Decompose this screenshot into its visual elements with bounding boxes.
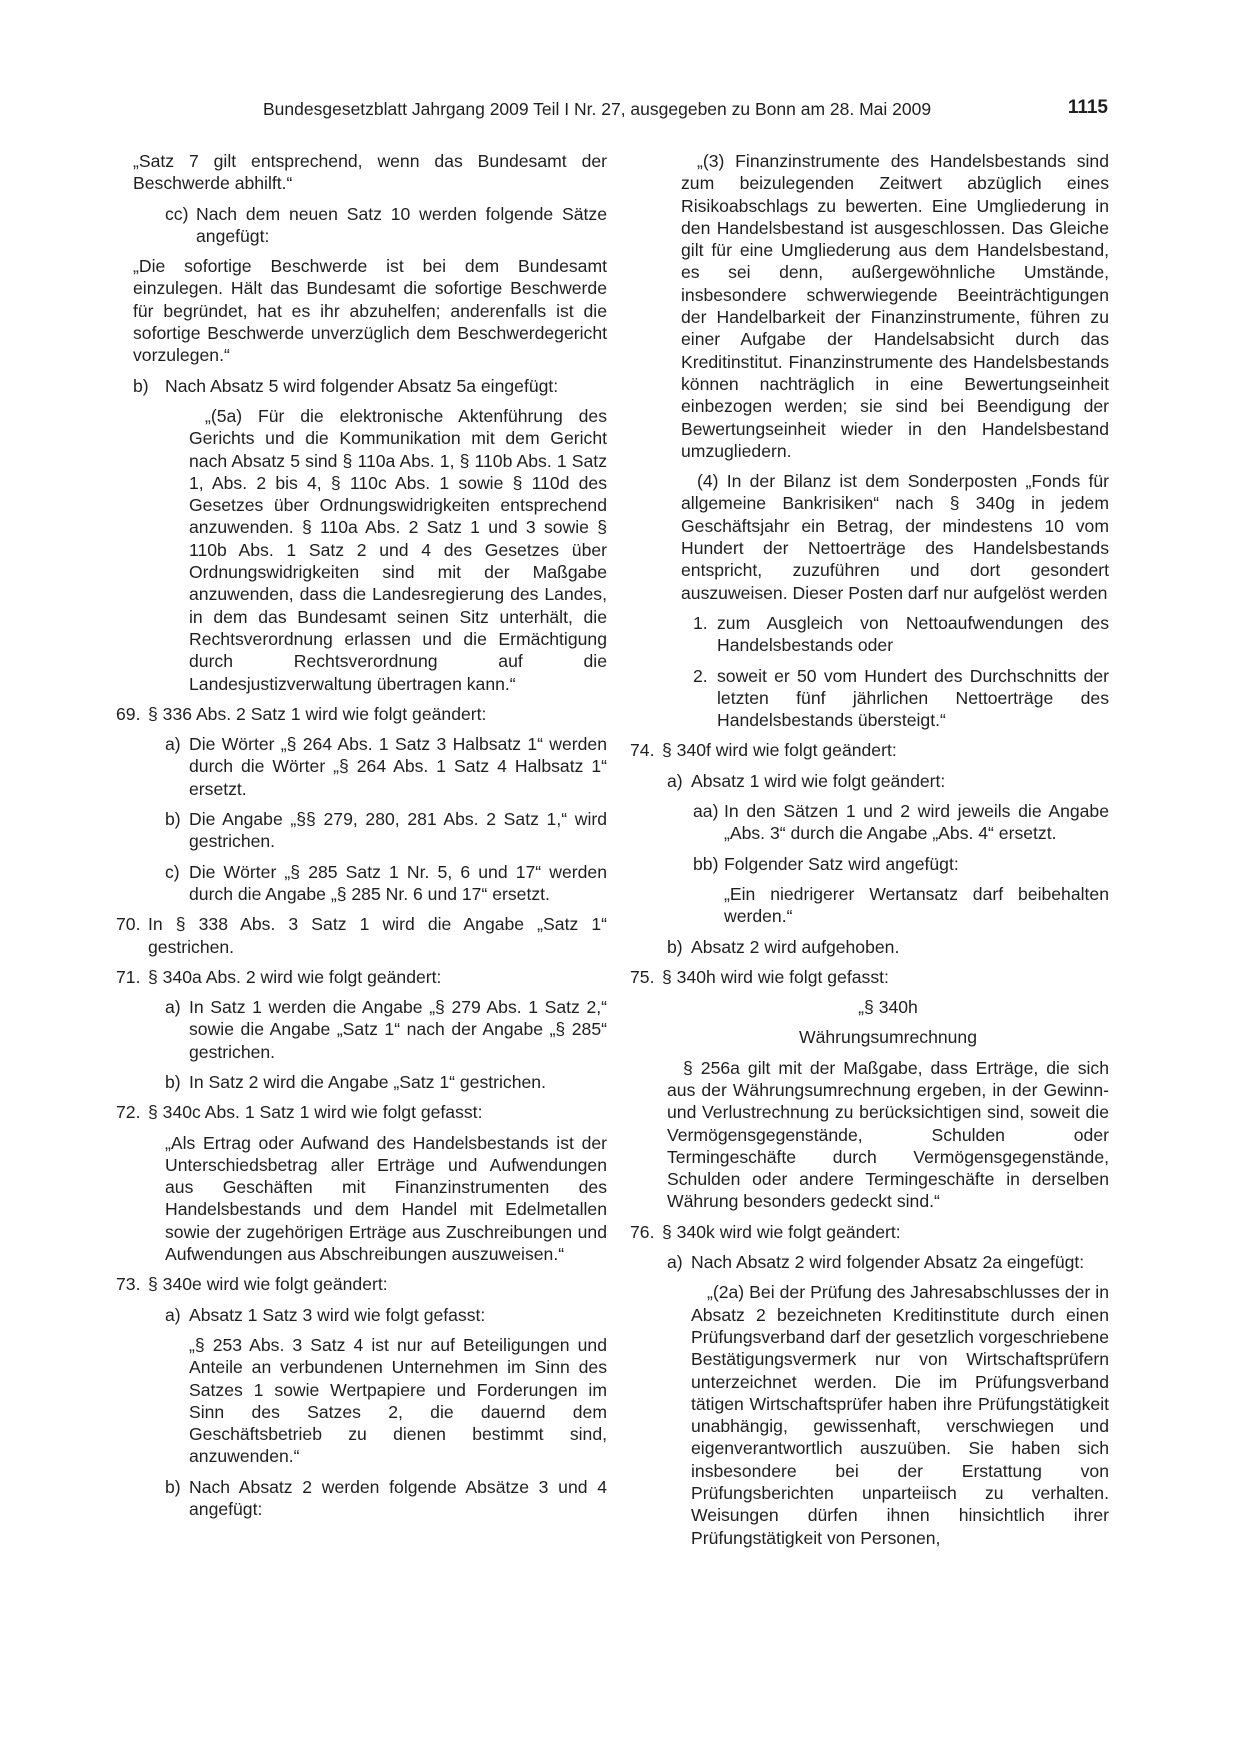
item-text: In Satz 2 wird die Angabe „Satz 1“ gestrichen. <box>189 1071 546 1092</box>
item-label: a) <box>667 1252 683 1273</box>
list-item-70 <box>116 913 607 958</box>
item-text: In § 338 Abs. 3 Satz 1 wird die Angabe „Satz 1“ gestrichen. <box>148 914 607 957</box>
list-item-73 <box>116 1273 607 1295</box>
item-text: Absatz 1 wird wie folgt geändert: <box>691 770 946 791</box>
quote-paragraph: § 256a gilt mit der Maßgabe, dass Erträge, die sich aus der Währungsumrechnung ergeben, in der Gewinn- und Verlustrechnung zu berücksichtigen sind, soweit die Vermögensgegenstände, Schulden oder Termingeschäfte durch Vermögensgegenstände, Schulden oder andere Termingeschäfte in derselben Währung besonders gedeckt sind.“ <box>667 1057 1109 1212</box>
list-item-cc <box>165 203 607 248</box>
item-label: a) <box>165 734 181 755</box>
item-label: 71. <box>116 966 141 987</box>
item-label: 70. <box>116 914 141 935</box>
list-item-b <box>133 375 607 397</box>
item-text: Die Wörter „§ 285 Satz 1 Nr. 5, 6 und 17“ werden durch die Angabe „§ 285 Nr. 6 und 17“ ersetzt. <box>189 861 607 904</box>
list-item-76 <box>630 1221 1109 1243</box>
quote-paragraph: „§ 253 Abs. 3 Satz 4 ist nur auf Beteiligungen und Anteile an verbundenen Unternehmen im Sinn des Satzes 1 sowie Wertpapiere und Forderungen im Sinn des Satzes 2, die dauernd dem Geschäftsbetrieb zu dienen bestimmt sind, anzuwenden.“ <box>189 1334 607 1467</box>
item-text: § 340f wird wie folgt geändert: <box>662 740 897 761</box>
section-heading: „§ 340h <box>858 997 918 1018</box>
item-text: § 340a Abs. 2 wird wie folgt geändert: <box>148 966 442 987</box>
item-label: 72. <box>116 1102 141 1123</box>
item-text: In Satz 1 werden die Angabe „§ 279 Abs. 1 Satz 2,“ sowie die Angabe „Satz 1“ nach der Angabe „§ 285“ gestrichen. <box>189 997 607 1062</box>
list-item-72 <box>116 1101 607 1123</box>
list-item-69b <box>165 808 607 853</box>
item-text: soweit er 50 vom Hundert des Durchschnitts der letzten fünf jährlichen Nettoerträge des Handelsbestands übersteigt.“ <box>717 665 1109 731</box>
list-item-74a <box>667 770 1109 792</box>
list-item-69c <box>165 861 607 906</box>
item-text: § 340e wird wie folgt geändert: <box>148 1274 388 1295</box>
item-text: Absatz 1 Satz 3 wird wie folgt gefasst: <box>189 1304 486 1325</box>
left-column <box>116 150 607 1528</box>
item-label: b) <box>133 375 149 396</box>
list-item-73a <box>165 1304 607 1326</box>
list-item-73b <box>165 1476 607 1521</box>
page-number: 1115 <box>1067 97 1108 118</box>
right-column <box>630 150 1109 1549</box>
list-item-p4-1 <box>693 612 1109 657</box>
item-label: cc) <box>165 203 189 224</box>
running-title: Bundesgesetzblatt Jahrgang 2009 Teil I Nr. 27, ausgegeben zu Bonn am 28. Mai 2009 <box>263 99 932 119</box>
list-item-69a <box>165 733 607 800</box>
list-item-76a <box>667 1251 1109 1273</box>
list-item-75 <box>630 966 1109 988</box>
item-text: § 336 Abs. 2 Satz 1 wird wie folgt geändert: <box>148 703 487 724</box>
item-text: § 340k wird wie folgt geändert: <box>662 1221 901 1242</box>
quote-paragraph: „Satz 7 gilt entsprechend, wenn das Bundesamt der Beschwerde abhilft.“ <box>133 151 607 194</box>
list-item-74b <box>667 936 1109 958</box>
list-item-71 <box>116 966 607 988</box>
page-header <box>133 99 1108 125</box>
list-item-69 <box>116 703 607 725</box>
quote-paragraph: (4) In der Bilanz ist dem Sonderposten „Fonds für allgemeine Bankrisiken“ nach § 340g in jedem Geschäftsjahr ein Betrag, der mindestens 10 vom Hundert der Nettoerträge des Handelsbestands entspricht, zuzuführen und dort gesondert auszuweisen. Dieser Posten darf nur aufgelöst werden <box>681 471 1109 603</box>
item-label: b) <box>165 809 181 830</box>
item-label: c) <box>165 861 180 882</box>
item-label: 2. <box>693 665 708 686</box>
item-text: Die Angabe „§§ 279, 280, 281 Abs. 2 Satz 1,“ wird gestrichen. <box>189 809 607 852</box>
list-item-p4-2 <box>693 665 1109 732</box>
list-item-74aa <box>693 800 1109 845</box>
item-text: Nach Absatz 5 wird folgender Absatz 5a eingefügt: <box>165 375 559 396</box>
item-text: Folgender Satz wird angefügt: <box>724 853 959 874</box>
item-text: Nach Absatz 2 werden folgende Absätze 3 und 4 angefügt: <box>189 1476 607 1520</box>
item-text: In den Sätzen 1 und 2 wird jeweils die Angabe „Abs. 3“ durch die Angabe „Abs. 4“ ersetzt. <box>724 801 1109 844</box>
quote-paragraph: „Die sofortige Beschwerde ist bei dem Bundesamt einzulegen. Hält das Bundesamt die sofortige Beschwerde für begründet, hat es ihr abzuhelfen; anderenfalls ist die sofortige Beschwerde unverzüglich dem Beschwerdegericht vorzulegen.“ <box>133 256 607 366</box>
quote-paragraph: „Als Ertrag oder Aufwand des Handelsbestands ist der Unterschiedsbetrag aller Erträge und Aufwendungen aus Geschäften mit Finanzinstrumenten des Handelsbestands und dem Handel mit Edelmetallen sowie der zugehörigen Erträge aus Zuschreibungen und Aufwendungen aus Abschreibungen auszuweisen.“ <box>165 1132 607 1265</box>
item-text: Die Wörter „§ 264 Abs. 1 Satz 3 Halbsatz 1“ werden durch die Wörter „§ 264 Abs. 1 Satz 4 Halbsatz 1“ ersetzt. <box>189 734 607 799</box>
item-text: Nach dem neuen Satz 10 werden folgende Sätze angefügt: <box>196 203 607 246</box>
quote-paragraph: „(2a) Bei der Prüfung des Jahresabschlusses der in Absatz 2 bezeichneten Kreditinstitute durch einen Prüfungsverband darf der gesetzlich vorgeschriebene Bestätigungsvermerk nur von Wirtschaftsprüfern unterzeichnet werden. Die im Prüfungsverband tätigen Wirtschaftsprüfer haben ihre Prüfungstätigkeit unabhängig, gewissenhaft, verschwiegen und eigenverantwortlich auszuüben. Sie haben sich insbesondere bei der Erstattung von Prüfungsberichten unparteiisch zu verhalten. Weisungen dürfen ihnen hinsichtlich ihrer Prüfungstätigkeit von Personen, <box>691 1282 1109 1548</box>
list-item-74 <box>630 739 1109 761</box>
list-item-74bb <box>693 853 1109 875</box>
item-label: 69. <box>116 703 141 724</box>
item-label: aa) <box>693 801 719 822</box>
item-label: 1. <box>693 612 708 633</box>
section-subheading: Währungsumrechnung <box>799 1027 977 1048</box>
item-label: b) <box>667 936 683 957</box>
item-text: § 340h wird wie folgt gefasst: <box>662 966 889 987</box>
quote-paragraph: „Ein niedrigerer Wertansatz darf beibehalten werden.“ <box>724 883 1109 927</box>
item-label: 76. <box>630 1221 655 1242</box>
item-label: bb) <box>693 853 719 874</box>
item-text: Nach Absatz 2 wird folgender Absatz 2a eingefügt: <box>691 1252 1085 1273</box>
quote-paragraph: „(3) Finanzinstrumente des Handelsbestands sind zum beizulegenden Zeitwert abzüglich eines Risikoabschlags zu bewerten. Eine Umgliederung in den Handelsbestand ist ausgeschlossen. Das Gleiche gilt für eine Umgliederung aus dem Handelsbestand, es sei denn, außergewöhnliche Umstände, insbesondere schwerwiegende Beeinträchtigungen der Handelbarkeit der Finanzinstrumente, führen zu einer Aufgabe der Handelsabsicht durch das Kreditinstitut. Finanzinstrumente des Handelsbestands können nachträglich in eine Bewertungseinheit einbezogen werden; sie sind bei Beendigung der Bewertungseinheit wieder in den Handelsbestand umzugliedern. <box>681 151 1109 461</box>
item-text: zum Ausgleich von Nettoaufwendungen des Handelsbestands oder <box>717 612 1109 656</box>
item-text: Absatz 2 wird aufgehoben. <box>691 936 900 957</box>
item-label: b) <box>165 1071 181 1092</box>
item-label: b) <box>165 1476 181 1497</box>
item-label: 73. <box>116 1274 141 1295</box>
item-text: § 340c Abs. 1 Satz 1 wird wie folgt gefasst: <box>148 1102 483 1123</box>
item-label: a) <box>165 997 181 1018</box>
list-item-71b <box>165 1071 607 1093</box>
quote-paragraph: „(5a) Für die elektronische Aktenführung des Gerichts und die Kommunikation mit dem Gericht nach Absatz 5 sind § 110a Abs. 1, § 110b Abs. 1 Satz 1, Abs. 2 bis 4, § 110c Abs. 1 sowie § 110d des Gesetzes über Ordnungswidrigkeiten entsprechend anzuwenden. § 110a Abs. 2 Satz 1 und 3 sowie § 110b Abs. 1 Satz 2 und 4 des Gesetzes über Ordnungswidrigkeiten sind mit der Maßgabe anzuwenden, dass die Landesregierung des Landes, in dem das Bundesamt seinen Sitz unterhält, die Rechtsverordnung erlassen und die Ermächtigung durch Rechtsverordnung auf die Landesjustizverwaltung übertragen kann.“ <box>189 405 607 694</box>
item-label: a) <box>165 1304 181 1325</box>
item-label: a) <box>667 770 683 791</box>
item-label: 75. <box>630 966 655 987</box>
list-item-71a <box>165 996 607 1063</box>
item-label: 74. <box>630 740 655 761</box>
